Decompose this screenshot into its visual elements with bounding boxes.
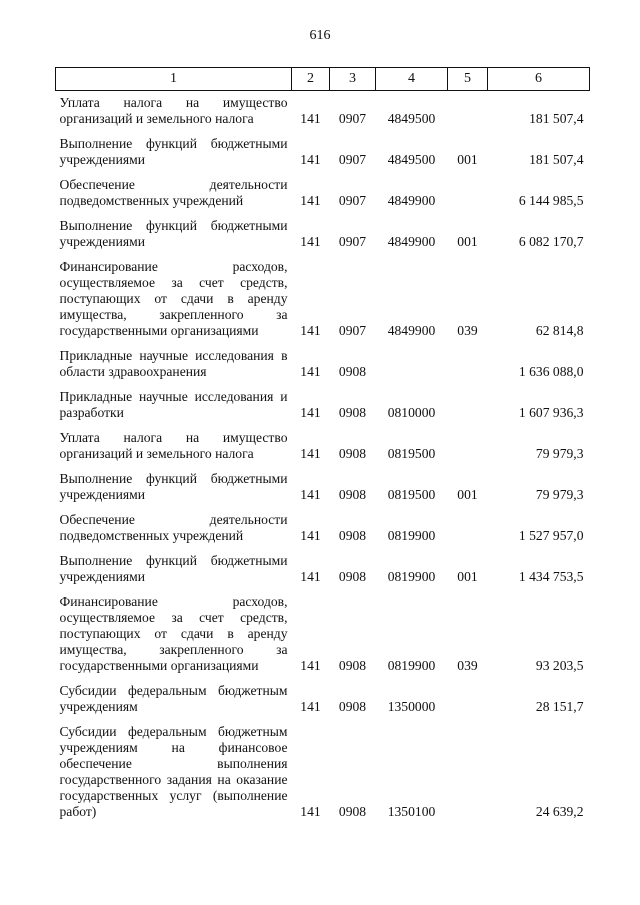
row-col-5 [448, 426, 488, 467]
row-col-5: 001 [457, 234, 478, 249]
row-name: Прикладные научные исследования в области здравоохранения [59, 348, 288, 379]
row-amount: 1 607 936,3 [518, 405, 584, 420]
table-row [56, 467, 590, 508]
row-col-2: 141 [300, 234, 321, 249]
row-amount: 181 507,4 [529, 111, 584, 126]
row-amount: 24 639,2 [535, 804, 584, 819]
row-col-2: 141 [300, 193, 321, 208]
table-row [56, 549, 590, 590]
row-amount: 93 203,5 [535, 658, 584, 673]
table-row [56, 91, 590, 133]
row-name: Выполнение функций бюджетными учреждениями [59, 471, 288, 502]
column-header-5: 5 [448, 68, 488, 91]
row-col-2: 141 [300, 152, 321, 167]
row-col-3: 0908 [338, 446, 367, 461]
row-col-4: 0819900 [387, 658, 436, 673]
table-row [56, 679, 590, 720]
table-row [56, 255, 590, 344]
row-col-3: 0908 [338, 569, 367, 584]
row-col-3: 0908 [338, 804, 367, 819]
row-col-5 [448, 385, 488, 426]
row-amount: 181 507,4 [529, 152, 584, 167]
row-col-4: 4849500 [387, 111, 436, 126]
table-row [56, 508, 590, 549]
row-col-2: 141 [300, 569, 321, 584]
row-col-3: 0908 [338, 658, 367, 673]
row-col-2: 141 [300, 364, 321, 379]
row-name: Субсидии федеральным бюджетным учреждениям на финансовое обеспечение выполнения государственного задания на оказание государственных услуг (выполнение работ) [59, 724, 288, 819]
row-col-3: 0908 [338, 699, 367, 714]
row-col-4: 1350100 [387, 804, 436, 819]
row-col-4: 0819900 [387, 569, 436, 584]
row-name: Финансирование расходов, осуществляемое за счет средств, поступающих от сдачи в аренду имущества, закрепленного за государственными организациями [59, 259, 288, 338]
column-header-2: 2 [292, 68, 330, 91]
row-col-5: 039 [457, 658, 478, 673]
row-col-4: 0819900 [387, 528, 436, 543]
row-col-3: 0907 [338, 234, 367, 249]
row-amount: 1 527 957,0 [518, 528, 584, 543]
table-row [56, 590, 590, 679]
row-col-3: 0908 [338, 364, 367, 379]
row-col-5: 001 [457, 487, 478, 502]
row-col-5: 001 [457, 569, 478, 584]
row-amount: 79 979,3 [535, 446, 584, 461]
row-amount: 62 814,8 [535, 323, 584, 338]
row-amount: 6 144 985,5 [518, 193, 584, 208]
column-header-3: 3 [330, 68, 376, 91]
row-col-5 [448, 91, 488, 133]
row-col-5 [448, 508, 488, 549]
row-col-4: 0819500 [387, 446, 436, 461]
row-col-4: 4849900 [387, 323, 436, 338]
table-row [56, 385, 590, 426]
row-amount: 6 082 170,7 [518, 234, 584, 249]
row-amount: 1 636 088,0 [518, 364, 584, 379]
row-col-3: 0908 [338, 528, 367, 543]
table-row [56, 214, 590, 255]
row-col-4: 0810000 [387, 405, 436, 420]
row-name: Уплата налога на имущество организаций и земельного налога [59, 95, 288, 126]
row-col-4 [376, 344, 448, 385]
row-col-5 [448, 679, 488, 720]
row-col-2: 141 [300, 804, 321, 819]
column-header-1: 1 [56, 68, 292, 91]
row-col-3: 0908 [338, 487, 367, 502]
row-col-4: 4849900 [387, 234, 436, 249]
row-name: Прикладные научные исследования и разработки [59, 389, 288, 420]
column-header-4: 4 [376, 68, 448, 91]
budget-table [55, 67, 590, 825]
row-col-2: 141 [300, 699, 321, 714]
row-col-5 [448, 173, 488, 214]
table-row [56, 720, 590, 825]
row-amount: 28 151,7 [535, 699, 584, 714]
row-name: Финансирование расходов, осуществляемое за счет средств, поступающих от сдачи в аренду имущества, закрепленного за государственными организациями [59, 594, 288, 673]
row-name: Выполнение функций бюджетными учреждениями [59, 218, 288, 249]
row-amount: 1 434 753,5 [518, 569, 584, 584]
table-header-row [56, 68, 590, 91]
table-row [56, 132, 590, 173]
row-col-2: 141 [300, 446, 321, 461]
row-col-2: 141 [300, 405, 321, 420]
row-col-5: 001 [457, 152, 478, 167]
row-col-3: 0908 [338, 405, 367, 420]
row-col-3: 0907 [338, 193, 367, 208]
table-row [56, 344, 590, 385]
row-name: Обеспечение деятельности подведомственных учреждений [59, 177, 288, 208]
row-col-2: 141 [300, 528, 321, 543]
row-col-3: 0907 [338, 111, 367, 126]
row-name: Обеспечение деятельности подведомственных учреждений [59, 512, 288, 543]
row-col-4: 1350000 [387, 699, 436, 714]
row-col-2: 141 [300, 111, 321, 126]
row-name: Выполнение функций бюджетными учреждениями [59, 553, 288, 584]
row-col-2: 141 [300, 487, 321, 502]
row-name: Выполнение функций бюджетными учреждениями [59, 136, 288, 167]
page-number: 616 [309, 28, 331, 43]
table-body [56, 91, 590, 826]
row-col-2: 141 [300, 658, 321, 673]
table-row [56, 173, 590, 214]
row-name: Субсидии федеральным бюджетным учреждениям [59, 683, 288, 714]
row-col-5: 039 [457, 323, 478, 338]
row-col-5 [448, 344, 488, 385]
row-name: Уплата налога на имущество организаций и земельного налога [59, 430, 288, 461]
row-col-4: 4849500 [387, 152, 436, 167]
column-header-6: 6 [488, 68, 590, 91]
table-row [56, 426, 590, 467]
row-amount: 79 979,3 [535, 487, 584, 502]
row-col-3: 0907 [338, 323, 367, 338]
row-col-5 [448, 720, 488, 825]
row-col-4: 4849900 [387, 193, 436, 208]
row-col-2: 141 [300, 323, 321, 338]
row-col-4: 0819500 [387, 487, 436, 502]
row-col-3: 0907 [338, 152, 367, 167]
